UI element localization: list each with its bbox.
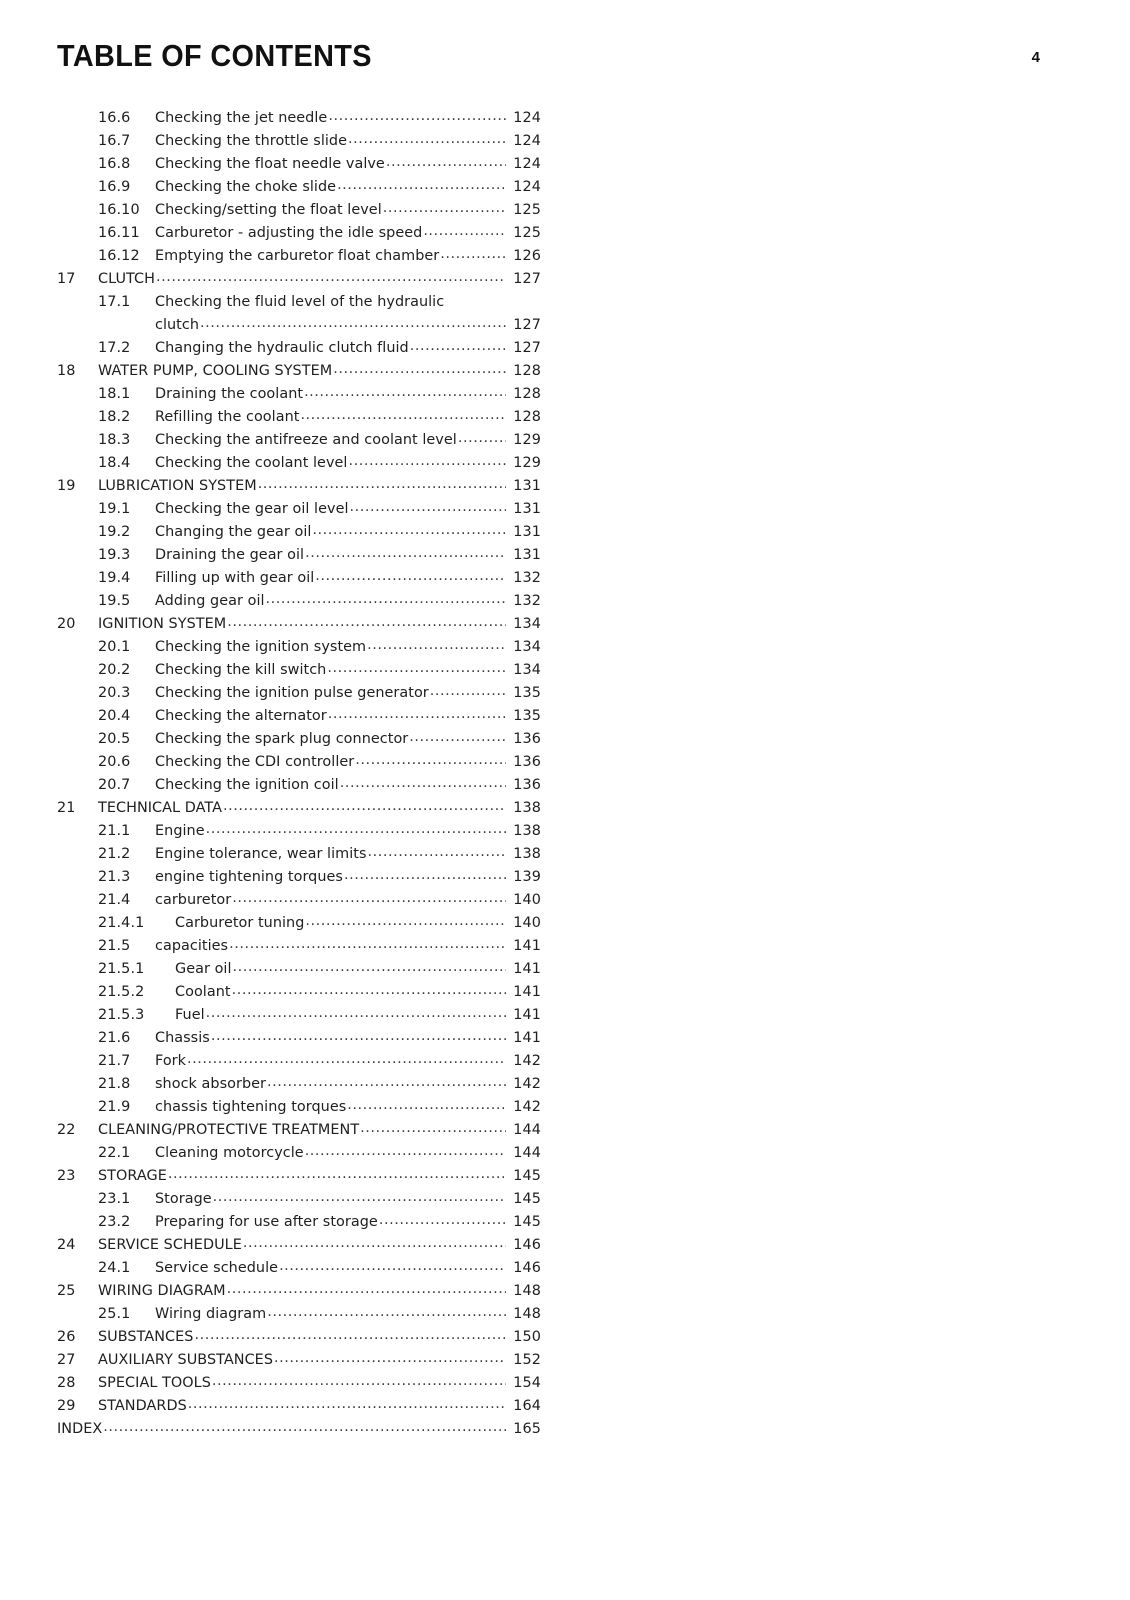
toc-entry-page: 129: [513, 455, 541, 471]
toc-entry[interactable]: [57, 1142, 541, 1165]
toc-entry-page: 136: [513, 754, 541, 770]
toc-entry[interactable]: [57, 199, 541, 222]
toc-dot-leader: [315, 568, 506, 582]
toc-dot-leader: [305, 913, 506, 927]
toc-entry-title: Changing the gear oil: [155, 524, 312, 540]
toc-entry-page: 135: [513, 708, 541, 724]
toc-entry-page: 131: [513, 547, 541, 563]
toc-entry-title: STORAGE: [98, 1168, 167, 1184]
toc-entry[interactable]: [57, 1326, 541, 1349]
toc-dot-leader: [156, 269, 506, 283]
toc-entry-title: Changing the hydraulic clutch fluid: [155, 340, 409, 356]
toc-entry-page: 127: [513, 317, 541, 333]
toc-entry-number: 24: [57, 1237, 76, 1253]
toc-entry-page: 132: [513, 570, 541, 586]
toc-entry-number: 20.2: [98, 662, 131, 678]
toc-dot-leader: [304, 384, 506, 398]
toc-entry-title: Service schedule: [155, 1260, 279, 1276]
toc-entry[interactable]: [57, 291, 541, 314]
page-number: 4: [1031, 49, 1040, 66]
toc-entry-number: 22.1: [98, 1145, 131, 1161]
toc-entry-page: 131: [513, 478, 541, 494]
toc-entry-number: 26: [57, 1329, 76, 1345]
toc-entry[interactable]: [57, 337, 541, 360]
toc-dot-leader: [379, 1212, 506, 1226]
toc-entry-title: Checking the coolant level: [155, 455, 348, 471]
toc-entry-page: 141: [513, 984, 541, 1000]
toc-entry-number: 16.7: [98, 133, 131, 149]
toc-entry[interactable]: [57, 981, 541, 1004]
toc-entry-title: WIRING DIAGRAM: [98, 1283, 226, 1299]
toc-entry-page: 138: [513, 823, 541, 839]
toc-entry-number: 16.12: [98, 248, 140, 264]
toc-entry-number: 16.8: [98, 156, 131, 172]
toc-entry[interactable]: [57, 130, 541, 153]
toc-entry-number: 21.9: [98, 1099, 131, 1115]
toc-dot-leader: [194, 1327, 506, 1341]
toc-dot-leader: [333, 361, 506, 375]
toc-dot-leader: [344, 867, 506, 881]
toc-entry[interactable]: [57, 935, 541, 958]
toc-entry-number: 19.4: [98, 570, 131, 586]
toc-dot-leader: [267, 1074, 506, 1088]
toc-entry-title: Wiring diagram: [155, 1306, 267, 1322]
toc-entry-number: 20.5: [98, 731, 131, 747]
toc-entry-number: 21.4: [98, 892, 131, 908]
toc-dot-leader: [267, 1304, 506, 1318]
toc-entry[interactable]: [57, 452, 541, 475]
toc-entry-title: Checking the kill switch: [155, 662, 327, 678]
toc-entry-title: Checking the ignition coil: [155, 777, 339, 793]
toc-entry-page: 141: [513, 938, 541, 954]
toc-entry-title: Checking the choke slide: [155, 179, 337, 195]
toc-entry[interactable]: [57, 1303, 541, 1326]
toc-entry[interactable]: [57, 1418, 541, 1441]
toc-entry-number: 20.7: [98, 777, 131, 793]
toc-entry-page: 131: [513, 501, 541, 517]
toc-entry-number: 21.6: [98, 1030, 131, 1046]
toc-dot-leader: [229, 936, 506, 950]
toc-entry[interactable]: [57, 866, 541, 889]
toc-entry-title: Preparing for use after storage: [155, 1214, 378, 1230]
toc-entry[interactable]: [57, 383, 541, 406]
toc-entry[interactable]: [57, 245, 541, 268]
toc-dot-leader: [232, 890, 506, 904]
toc-dot-leader: [327, 660, 506, 674]
toc-entry-page: 164: [513, 1398, 541, 1414]
toc-entry-title: Checking the alternator: [155, 708, 327, 724]
toc-entry-number: 17: [57, 271, 76, 287]
toc-entry[interactable]: [57, 1165, 541, 1188]
toc-dot-leader: [367, 637, 506, 651]
toc-dot-leader: [188, 1396, 506, 1410]
toc-entry-page: 141: [513, 1007, 541, 1023]
toc-entry-page: 128: [513, 386, 541, 402]
toc-entry-number: 16.10: [98, 202, 140, 218]
toc-entry-number: 19.1: [98, 501, 131, 517]
toc-entry-number: 21.5: [98, 938, 131, 954]
toc-dot-leader: [337, 177, 506, 191]
toc-entry-number: 18.2: [98, 409, 131, 425]
toc-entry-title: AUXILIARY SUBSTANCES: [98, 1352, 274, 1368]
toc-entry-number: 19: [57, 478, 76, 494]
toc-entry-page: 124: [513, 156, 541, 172]
toc-dot-leader: [243, 1235, 506, 1249]
toc-entry-number: 16.9: [98, 179, 131, 195]
toc-entry-number: 21.8: [98, 1076, 131, 1092]
toc-entry-page: 124: [513, 110, 541, 126]
toc-entry[interactable]: [57, 728, 541, 751]
toc-entry-title: WATER PUMP, COOLING SYSTEM: [98, 363, 333, 379]
toc-entry-number: 19.3: [98, 547, 131, 563]
toc-entry-number: 23: [57, 1168, 76, 1184]
toc-dot-leader: [328, 108, 506, 122]
toc-entry-page: 131: [513, 524, 541, 540]
toc-entry[interactable]: [57, 268, 541, 291]
page-title: TABLE OF CONTENTS: [57, 38, 372, 73]
toc-entry-number: 18: [57, 363, 76, 379]
toc-entry-title: Emptying the carburetor float chamber: [155, 248, 440, 264]
toc-entry-page: 146: [513, 1260, 541, 1276]
toc-dot-leader: [227, 1281, 506, 1295]
toc-entry-number: 21.3: [98, 869, 131, 885]
toc-dot-leader: [348, 453, 506, 467]
toc-dot-leader: [187, 1051, 506, 1065]
toc-entry-number: 25.1: [98, 1306, 131, 1322]
toc-entry-title: Checking the float needle valve: [155, 156, 385, 172]
toc-entry[interactable]: [57, 567, 541, 590]
toc-entry[interactable]: [57, 429, 541, 452]
toc-entry-title: shock absorber: [155, 1076, 267, 1092]
toc-entry-number: 19.2: [98, 524, 131, 540]
toc-entry-number: 21.4.1: [98, 915, 145, 931]
toc-dot-leader: [212, 1373, 506, 1387]
toc-entry-number: 21.5.2: [98, 984, 145, 1000]
toc-entry-title: Cleaning motorcycle: [155, 1145, 304, 1161]
toc-entry[interactable]: [57, 1073, 541, 1096]
toc-entry[interactable]: [57, 314, 541, 337]
toc-entry[interactable]: [57, 1211, 541, 1234]
toc-entry-title: Checking the throttle slide: [155, 133, 347, 149]
toc-entry-number: 21.1: [98, 823, 131, 839]
toc-dot-leader: [430, 683, 506, 697]
toc-dot-leader: [348, 131, 506, 145]
toc-dot-leader: [360, 1120, 506, 1134]
toc-entry-page: 141: [513, 961, 541, 977]
toc-entry-title: Checking the gear oil level: [155, 501, 349, 517]
toc-entry-title: Checking the ignition system: [155, 639, 367, 655]
toc-entry[interactable]: [57, 1188, 541, 1211]
toc-entry[interactable]: [57, 820, 541, 843]
toc-dot-leader: [232, 982, 506, 996]
toc-entry-number: 17.1: [98, 294, 131, 310]
toc-entry[interactable]: [57, 1372, 541, 1395]
page-header: [0, 0, 1130, 96]
toc-entry[interactable]: [57, 1257, 541, 1280]
toc-entry-number: 21.5.1: [98, 961, 145, 977]
toc-entry-page: 140: [513, 915, 541, 931]
toc-entry[interactable]: [57, 107, 541, 130]
toc-entry-number: 28: [57, 1375, 76, 1391]
toc-entry-title: Engine tolerance, wear limits: [155, 846, 367, 862]
toc-entry-page: 134: [513, 662, 541, 678]
toc-entry-page: 144: [513, 1145, 541, 1161]
toc-entry-page: 136: [513, 777, 541, 793]
toc-entry-page: 152: [513, 1352, 541, 1368]
toc-entry-page: 134: [513, 639, 541, 655]
toc-entry-page: 148: [513, 1283, 541, 1299]
toc-entry[interactable]: [57, 797, 541, 820]
toc-entry[interactable]: [57, 544, 541, 567]
toc-entry[interactable]: [57, 1349, 541, 1372]
toc-entry-title: Refilling the coolant: [155, 409, 300, 425]
toc-dot-leader: [368, 844, 507, 858]
toc-dot-leader: [300, 407, 506, 421]
toc-entry-title: Carburetor - adjusting the idle speed: [155, 225, 423, 241]
toc-entry-title: SERVICE SCHEDULE: [98, 1237, 242, 1253]
toc-entry-number: 16.6: [98, 110, 131, 126]
toc-entry[interactable]: [57, 153, 541, 176]
toc-entry-page: 132: [513, 593, 541, 609]
toc-entry-page: 127: [513, 340, 541, 356]
toc-entry-page: 134: [513, 616, 541, 632]
toc-entry-title: chassis tightening torques: [155, 1099, 347, 1115]
toc-entry-page: 127: [513, 271, 541, 287]
toc-entry[interactable]: [57, 659, 541, 682]
toc-entry-page: 128: [513, 409, 541, 425]
toc-entry-title: Checking/setting the float level: [155, 202, 382, 218]
toc-entry-page: 139: [513, 869, 541, 885]
toc-entry-number: 23.2: [98, 1214, 131, 1230]
toc-entry[interactable]: [57, 521, 541, 544]
toc-entry[interactable]: [57, 774, 541, 797]
toc-entry-page: 129: [513, 432, 541, 448]
toc-entry-number: 21.2: [98, 846, 131, 862]
toc-entry-number: 29: [57, 1398, 76, 1414]
toc-entry[interactable]: [57, 1096, 541, 1119]
toc-entry-title: Gear oil: [175, 961, 232, 977]
toc-entry-title: CLEANING/PROTECTIVE TREATMENT: [98, 1122, 360, 1138]
toc-dot-leader: [445, 292, 506, 306]
toc-entry-title: IGNITION SYSTEM: [98, 616, 227, 632]
toc-entry[interactable]: [57, 1004, 541, 1027]
toc-entry-title: STANDARDS: [98, 1398, 187, 1414]
toc-entry-page: 154: [513, 1375, 541, 1391]
toc-dot-leader: [328, 706, 506, 720]
toc-dot-leader: [458, 430, 506, 444]
toc-entry-page: 125: [513, 225, 541, 241]
toc-entry-number: 21.5.3: [98, 1007, 145, 1023]
toc-entry-page: 124: [513, 179, 541, 195]
toc-entry-number: 18.3: [98, 432, 131, 448]
toc-entry[interactable]: [57, 912, 541, 935]
toc-entry[interactable]: [57, 1234, 541, 1257]
toc-dot-leader: [168, 1166, 506, 1180]
toc-entry-title: SUBSTANCES: [98, 1329, 194, 1345]
toc-entry-title: INDEX: [57, 1421, 103, 1437]
toc-entry-title: LUBRICATION SYSTEM: [98, 478, 257, 494]
toc-dot-leader: [103, 1419, 506, 1433]
toc-entry-page: 128: [513, 363, 541, 379]
toc-entry[interactable]: [57, 176, 541, 199]
toc-entry-page: 125: [513, 202, 541, 218]
toc-entry[interactable]: [57, 590, 541, 613]
toc-entry-title: Checking the CDI controller: [155, 754, 355, 770]
toc-dot-leader: [233, 959, 506, 973]
toc-entry-title: Checking the spark plug connector: [155, 731, 409, 747]
toc-entry-number: 17.2: [98, 340, 131, 356]
toc-entry-number: 23.1: [98, 1191, 131, 1207]
toc-entry-title: CLUTCH: [98, 271, 155, 287]
toc-entry-page: 138: [513, 800, 541, 816]
toc-dot-leader: [279, 1258, 506, 1272]
toc-entry-page: 144: [513, 1122, 541, 1138]
toc-dot-leader: [409, 729, 506, 743]
toc-entry-number: 19.5: [98, 593, 131, 609]
toc-entry-page: 150: [513, 1329, 541, 1345]
toc-entry-number: 21: [57, 800, 76, 816]
toc-entry-title: Draining the coolant: [155, 386, 304, 402]
toc-entry[interactable]: [57, 1119, 541, 1142]
toc-entry-page: 145: [513, 1191, 541, 1207]
toc-entry-title: Carburetor tuning: [175, 915, 305, 931]
toc-entry-page: 135: [513, 685, 541, 701]
toc-entry-page: 141: [513, 1030, 541, 1046]
toc-entry[interactable]: [57, 222, 541, 245]
toc-entry-title: Coolant: [175, 984, 231, 1000]
toc-entry-page: 124: [513, 133, 541, 149]
toc-entry-title: Fuel: [175, 1007, 205, 1023]
toc-entry-title: clutch: [155, 317, 200, 333]
toc-dot-leader: [206, 821, 506, 835]
toc-entry[interactable]: [57, 406, 541, 429]
toc-entry-title: Draining the gear oil: [155, 547, 305, 563]
toc-entry[interactable]: [57, 1027, 541, 1050]
toc-entry-page: 146: [513, 1237, 541, 1253]
toc-entry[interactable]: [57, 682, 541, 705]
toc-entry-title: Checking the ignition pulse generator: [155, 685, 429, 701]
toc-entry[interactable]: [57, 843, 541, 866]
toc-entry-title: Storage: [155, 1191, 212, 1207]
toc-dot-leader: [305, 545, 506, 559]
toc-entry[interactable]: [57, 1050, 541, 1073]
toc-entry-title: Adding gear oil: [155, 593, 265, 609]
toc-dot-leader: [350, 499, 506, 513]
toc-entry[interactable]: [57, 475, 541, 498]
toc-entry-page: 140: [513, 892, 541, 908]
toc-dot-leader: [410, 338, 506, 352]
toc-dot-leader: [266, 591, 506, 605]
toc-entry[interactable]: [57, 705, 541, 728]
toc-entry-page: 142: [513, 1099, 541, 1115]
toc-entry-page: 145: [513, 1168, 541, 1184]
toc-entry-number: 20: [57, 616, 76, 632]
toc-entry-title: Engine: [155, 823, 205, 839]
toc-dot-leader: [258, 476, 506, 490]
toc-entry-number: 22: [57, 1122, 76, 1138]
toc-entry-title: capacities: [155, 938, 229, 954]
toc-entry-page: 142: [513, 1076, 541, 1092]
toc-entry[interactable]: [57, 498, 541, 521]
toc-entry-number: 25: [57, 1283, 76, 1299]
toc-entry-page: 126: [513, 248, 541, 264]
toc-entry-number: 27: [57, 1352, 76, 1368]
toc-entry[interactable]: [57, 1280, 541, 1303]
toc-entry[interactable]: [57, 751, 541, 774]
toc-dot-leader: [200, 315, 506, 329]
toc-dot-leader: [211, 1028, 506, 1042]
toc-entry-page: 145: [513, 1214, 541, 1230]
toc-entry-number: 18.1: [98, 386, 131, 402]
toc-dot-leader: [440, 246, 506, 260]
toc-dot-leader: [227, 614, 506, 628]
toc-entry-title: Checking the antifreeze and coolant level: [155, 432, 457, 448]
toc-entry-title: Checking the fluid level of the hydraulic: [155, 294, 445, 310]
toc-entry-page: 142: [513, 1053, 541, 1069]
toc-entry-title: SPECIAL TOOLS: [98, 1375, 211, 1391]
toc-dot-leader: [305, 1143, 506, 1157]
toc-entry-title: TECHNICAL DATA: [98, 800, 223, 816]
toc-entry-page: 138: [513, 846, 541, 862]
toc-dot-leader: [386, 154, 506, 168]
toc-entry[interactable]: [57, 613, 541, 636]
toc-entry-title: engine tightening torques: [155, 869, 343, 885]
toc-entry[interactable]: [57, 636, 541, 659]
toc-entry-number: 20.1: [98, 639, 131, 655]
toc-dot-leader: [355, 752, 506, 766]
toc-dot-leader: [312, 522, 506, 536]
toc-entry-page: 165: [513, 1421, 541, 1437]
toc-dot-leader: [213, 1189, 506, 1203]
toc-entry-title: Filling up with gear oil: [155, 570, 315, 586]
toc-dot-leader: [347, 1097, 506, 1111]
toc-dot-leader: [383, 200, 506, 214]
toc-entry-number: 18.4: [98, 455, 131, 471]
toc-entry[interactable]: [57, 958, 541, 981]
toc-entry[interactable]: [57, 360, 541, 383]
toc-entry-number: 21.7: [98, 1053, 131, 1069]
toc-dot-leader: [274, 1350, 506, 1364]
table-of-contents: [57, 107, 541, 1441]
toc-entry-page: 148: [513, 1306, 541, 1322]
toc-entry-title: Fork: [155, 1053, 187, 1069]
toc-dot-leader: [340, 775, 506, 789]
toc-dot-leader: [206, 1005, 506, 1019]
toc-entry[interactable]: [57, 889, 541, 912]
toc-entry-page: 136: [513, 731, 541, 747]
toc-entry-title: carburetor: [155, 892, 232, 908]
toc-entry-number: 16.11: [98, 225, 140, 241]
toc-entry-title: Checking the jet needle: [155, 110, 328, 126]
toc-entry-number: 20.6: [98, 754, 131, 770]
toc-dot-leader: [223, 798, 506, 812]
toc-dot-leader: [423, 223, 506, 237]
toc-entry[interactable]: [57, 1395, 541, 1418]
toc-entry-number: 20.3: [98, 685, 131, 701]
toc-entry-number: 24.1: [98, 1260, 131, 1276]
toc-entry-title: Chassis: [155, 1030, 210, 1046]
toc-entry-number: 20.4: [98, 708, 131, 724]
